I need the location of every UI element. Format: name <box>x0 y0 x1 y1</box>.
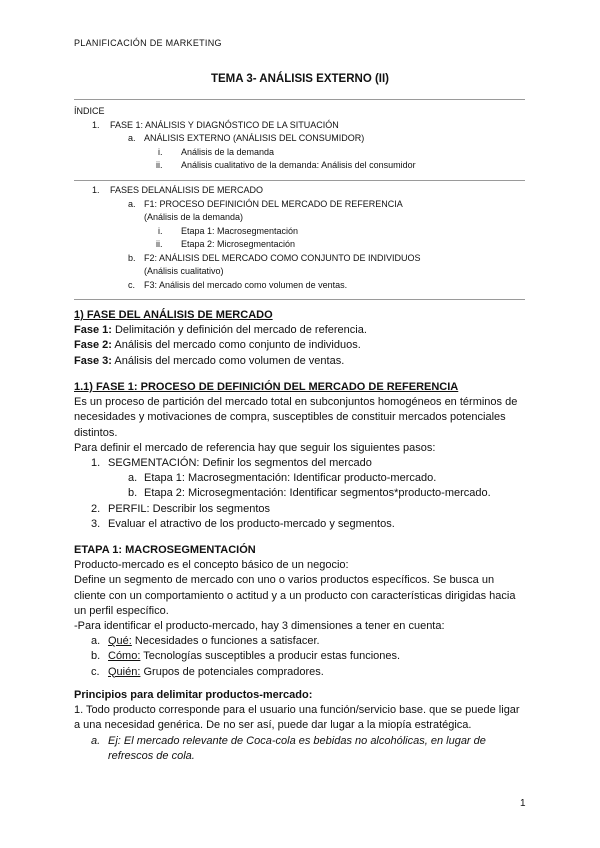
page-number: 1 <box>520 798 526 809</box>
running-header: PLANIFICACIÓN DE MARKETING <box>74 38 222 48</box>
list-item: 2. PERFIL: Describir los segmentos <box>91 502 270 515</box>
list-item: b. Cómo: Tecnologías susceptibles a producir estas funciones. <box>91 650 401 663</box>
section-heading: Principios para delimitar productos-mercado: <box>74 689 313 701</box>
divider <box>74 299 525 300</box>
document-title: TEMA 3- ANÁLISIS EXTERNO (II) <box>210 73 390 85</box>
section-macrosegmentacion <box>74 543 526 680</box>
divider <box>74 180 525 181</box>
divider <box>74 99 525 100</box>
section-heading: ETAPA 1: MACROSEGMENTACIÓN <box>74 544 256 556</box>
list-item: 3. Evaluar el atractivo de los producto-mercado y segmentos. <box>91 517 395 530</box>
list-item: a. Qué: Necesidades o funciones a satisfacer. <box>91 635 320 648</box>
list-item: 1. SEGMENTACIÓN: Definir los segmentos del mercado <box>91 457 372 470</box>
paragraph: Es un proceso de partición del mercado total en subconjuntos homogéneos en términos de necesidades y motivaciones de compra, susceptibles de constituir mercados potenciales distintos. <box>74 396 518 439</box>
section-heading: 1.1) FASE 1: PROCESO DE DEFINICIÓN DEL MERCADO DE REFERENCIA <box>74 381 459 393</box>
paragraph: Fase 1: Delimitación y definición del mercado de referencia. <box>74 324 367 337</box>
paragraph: Fase 2: Análisis del mercado como conjunto de individuos. <box>74 339 361 352</box>
document-page: PLANIFICACIÓN DE MARKETING TEMA 3- ANÁLISIS EXTERNO (II) ÍNDICE 1. FASE 1: ANÁLISIS Y DIAGNÓSTICO DE LA SITUACIÓN a. ANÁLISIS EXTERNO (ANÁLISIS DEL CONSUMIDOR) i. Análisis de la demanda ii. Análisis cualitativo de la demanda: Análisis del consumidor 1. FASES DELANÁLISIS DE MERCADO a. F1: PROCESO DEFINICIÓN DEL MERCADO DE REFERENCIA (Análisis de la demanda) i. Etapa 1: Macrosegmentación ii. Etapa 2: Microsegmentación b. F2: ANÁLISIS DEL MERCADO COMO CONJUNTO DE INDIVIDUOS (Análisis cualitativo) c. F3: Análisis del mercado como volumen de ventas. 1) FASE DEL ANÁLISIS DE MERCADO Fase 1: Delimitación y definición del mercado de referencia. Fase 2: Análisis del mercado como conjunto de individuos. Fase 3: Análisis del mercado como volumen de ventas. 1.1) FASE 1: PROCESO DE DEFINICIÓN DEL MERCADO DE REFERENCIA Es un proceso de partición del mercado total en subconjuntos homogéneos en términos de necesidades y motivaciones de compra, susceptibles de constituir mercados potenciales distintos. Para definir el mercado de referencia hay que seguir los siguientes pasos: 1. SEGMENTACIÓN: Definir los segmentos del mercado a. Etapa 1: Macrosegmentación: Identificar producto-mercado. b. Etapa 2: Microsegmentación: Identificar segmentos*producto-mercado. 2. PERFIL: Describir los segmentos 3. Evaluar el atractivo de los producto-mercado y segmentos. ETAPA 1: MACROSEGMENTACIÓN Producto-mercado es el concepto básico de un negocio: Define un segmento de mercado con uno o varios productos específicos. Se busca un cliente con un comportamiento o actitud y a un producto con características dirigidas hacia un perfil específico. -Para identificar el producto-mercado, hay 3 dimensiones a tener en cuenta: a. Qué: Necesidades o funciones a satisfacer. b. Cómo: Tecnologías susceptibles a producir estas funciones. c. Quién: Grupos de potenciales compradores. Principios para delimitar productos-mercado: 1. Todo producto corresponde para el usuario una función/servicio base. que se puede ligar a una necesidad genérica. De no ser así, puede dar lugar a la miopía estratégica. a. Ej: El mercado relevante de Coca-cola es bebidas no alcohólicas, en lugar de refrescos de cola. 1 <box>0 0 600 848</box>
section-definicion-mercado <box>74 380 526 532</box>
paragraph: Fase 3: Análisis del mercado como volumen de ventas. <box>74 354 345 367</box>
section-fases <box>74 308 526 369</box>
list-item: b. Etapa 2: Microsegmentación: Identificar segmentos*producto-mercado. <box>128 487 491 500</box>
list-item: a. Etapa 1: Macrosegmentación: Identificar producto-mercado. <box>128 472 437 485</box>
list-item: c. Quién: Grupos de potenciales compradores. <box>91 665 324 678</box>
paragraph: 1. Todo producto corresponde para el usuario una función/servicio base. que se puede ligar a una necesidad genérica. De no ser así, puede dar lugar a la miopía estratégica. <box>74 704 520 732</box>
index-heading: ÍNDICE <box>74 106 105 116</box>
paragraph: Producto-mercado es el concepto básico de un negocio: <box>74 559 349 572</box>
example-item: a. Ej: El mercado relevante de Coca-cola es bebidas no alcohólicas, en lugar de refrescos de cola. <box>91 734 486 762</box>
section-heading: 1) FASE DEL ANÁLISIS DE MERCADO <box>74 309 273 321</box>
paragraph: -Para identificar el producto-mercado, hay 3 dimensiones a tener en cuenta: <box>74 620 445 633</box>
paragraph: Define un segmento de mercado con uno o varios productos específicos. Se busca un cliente con un comportamiento o actitud y a un producto con características dirigidas hacia un perfil específico. <box>74 574 516 617</box>
paragraph: Para definir el mercado de referencia hay que seguir los siguientes pasos: <box>74 441 436 454</box>
section-principios <box>74 688 526 764</box>
